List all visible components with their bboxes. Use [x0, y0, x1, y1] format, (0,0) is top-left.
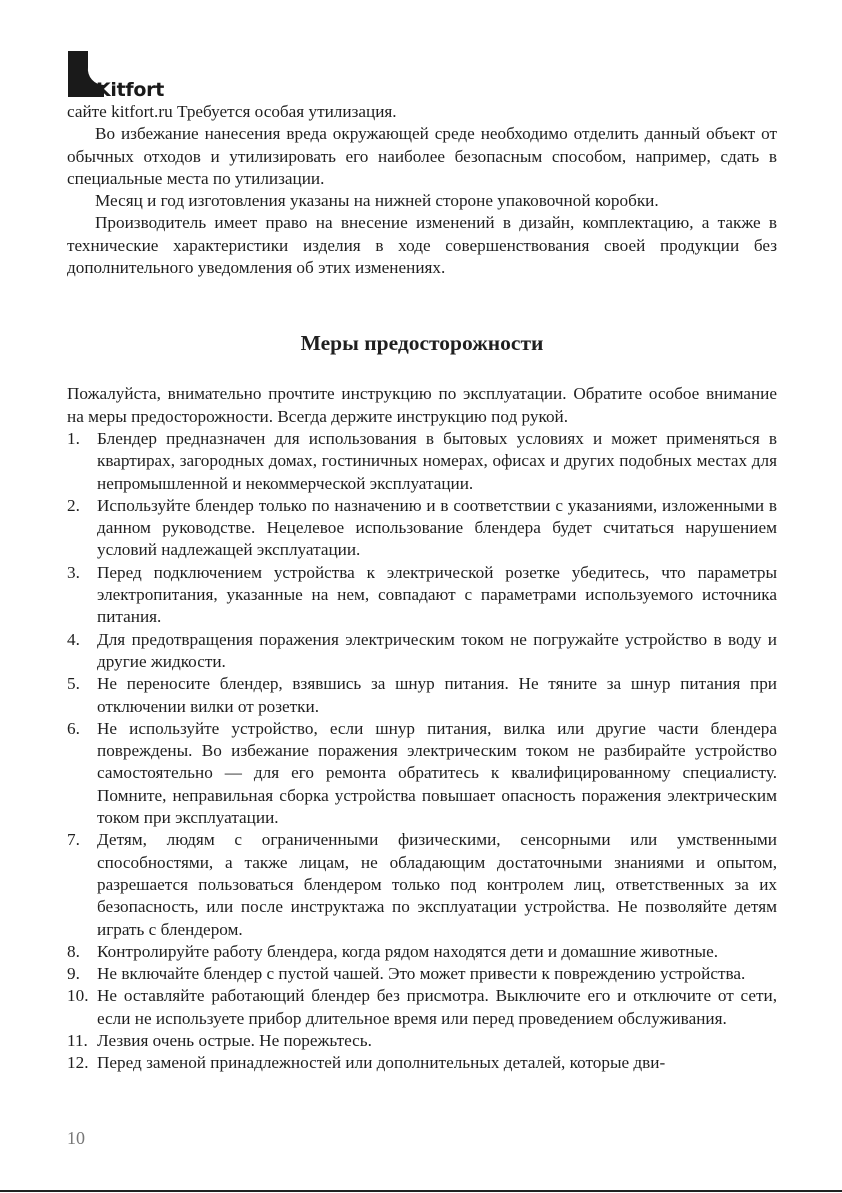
item-number: 12.: [67, 1053, 89, 1073]
page-content: [67, 101, 777, 1075]
item-text: Контролируйте работу блендера, когда рядом находятся дети и домашние животные.: [97, 941, 719, 961]
item-number: 1.: [67, 428, 80, 448]
safety-list: [67, 428, 777, 1075]
list-item: [67, 629, 777, 674]
item-text: Не оставляйте работающий блендер без присмотра. Выключите его и отключите от сети, если не используете прибор длительное время или перед проведением обслуживания.: [97, 986, 777, 1028]
section-intro: Пожалуйста, внимательно прочтите инструкцию по эксплуатации. Обратите особое внимание на меры предосторожности. Всегда держите инструкцию под рукой.: [67, 384, 777, 426]
bottom-divider: [0, 1190, 842, 1192]
item-number: 3.: [67, 562, 80, 582]
item-number: 7.: [67, 830, 80, 850]
item-number: 6.: [67, 718, 80, 738]
item-number: 10.: [67, 986, 89, 1006]
paragraph: Во избежание нанесения вреда окружающей среде необходимо отделить данный объект от обычных отходов и утилизировать его наиболее безопасным способом, например, сдать в специальные места по утилизации.: [67, 124, 777, 188]
list-item: [67, 941, 777, 963]
list-item: [67, 963, 777, 985]
list-item: [67, 985, 777, 1030]
kitfort-logo: [68, 51, 168, 101]
item-text: Лезвия очень острые. Не порежьтесь.: [97, 1030, 372, 1050]
paragraph: сайте kitfort.ru Требуется особая утилизация.: [67, 102, 397, 121]
item-text: Не переносите блендер, взявшись за шнур питания. Не тяните за шнур питания при отключении вилки от розетки.: [97, 674, 777, 716]
list-item: [67, 829, 777, 940]
item-text: Используйте блендер только по назначению и в соответствии с указаниями, изложенными в данном руководстве. Нецелевое использование блендера будет считаться нарушением условий надлежащей эксплуатации.: [97, 495, 777, 560]
paragraph: Месяц и год изготовления указаны на нижней стороне упаковочной коробки.: [95, 191, 659, 211]
logo-text: Kitfort: [96, 79, 164, 101]
list-item: [67, 1030, 777, 1052]
item-text: Перед подключением устройства к электрической розетке убедитесь, что параметры электропитания, указанные на нем, совпадают с параметрами используемого источника питания.: [97, 562, 777, 627]
item-number: 11.: [67, 1030, 88, 1050]
item-number: 8.: [67, 941, 80, 961]
item-number: 2.: [67, 495, 80, 515]
section-title: Меры предосторожности: [300, 331, 544, 356]
list-item: [67, 495, 777, 562]
list-item: [67, 562, 777, 629]
item-text: Перед заменой принадлежностей или дополнительных деталей, которые дви-: [97, 1053, 666, 1073]
list-item: [67, 1052, 777, 1074]
item-text: Для предотвращения поражения электрическим током не погружайте устройство в воду и другие жидкости.: [97, 629, 777, 671]
paragraph: Производитель имеет право на внесение изменений в дизайн, комплектацию, а также в технические характеристики изделия в ходе совершенствования своей продукции без дополнительного уведомления об этих изменениях.: [67, 213, 777, 278]
item-text: Детям, людям с ограниченными физическими, сенсорными или умственными способностями, а также лицам, не обладающим достаточными знаниями и опытом, разрешается пользоваться блендером только под контролем лиц, ответственных за их безопасность, или после инструктажа по эксплуатации устройства. Не позволяйте детям играть с блендером.: [97, 830, 777, 939]
item-text: Блендер предназначен для использования в бытовых условиях и может применяться в квартирах, загородных домах, гостиничных номерах, офисах и других подобных местах для непромышленной и некоммерческой эксплуатации.: [97, 428, 777, 493]
item-text: Не используйте устройство, если шнур питания, вилка или другие части блендера повреждены. Во избежание поражения электрическим током не разбирайте устройство самостоятельно — для его ремонта обратитесь к квалифицированному специалисту. Помните, неправильная сборка устройства повышает опасность поражения электрическим током при эксплуатации.: [97, 718, 777, 828]
list-item: [67, 718, 777, 829]
page-number: 10: [67, 1128, 85, 1148]
item-number: 4.: [67, 629, 80, 649]
item-text: Не включайте блендер с пустой чашей. Это может привести к повреждению устройства.: [97, 964, 746, 984]
list-item: [67, 673, 777, 718]
item-number: 9.: [67, 964, 80, 984]
list-item: [67, 428, 777, 495]
item-number: 5.: [67, 674, 80, 694]
